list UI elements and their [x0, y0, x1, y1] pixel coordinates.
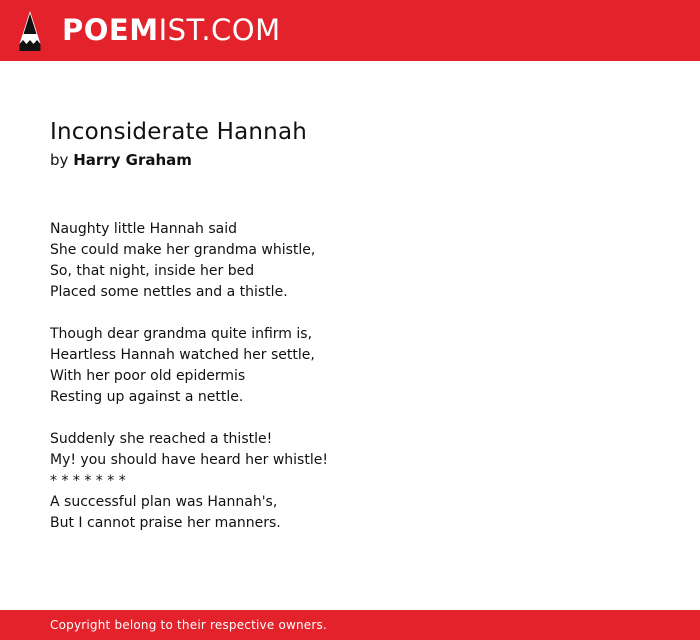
poem-line: Though dear grandma quite infirm is, — [50, 326, 313, 342]
poem-line: A successful plan was Hannah's, — [50, 494, 278, 510]
poem-stanza-3 — [50, 429, 650, 534]
copyright-notice: Copyright belong to their respective owners. — [50, 618, 327, 632]
poem-line: With her poor old epidermis — [50, 368, 246, 384]
site-logo-wordmark — [62, 13, 281, 47]
poem-title: Inconsiderate Hannah — [50, 119, 308, 145]
poem-line: Heartless Hannah watched her settle, — [50, 347, 315, 363]
poem-line: Resting up against a nettle. — [50, 389, 244, 405]
poem-stanza-2 — [50, 324, 650, 408]
byline-prefix: by — [50, 151, 69, 169]
poem-stanza-1 — [50, 219, 650, 303]
poem-line: So, that night, inside her bed — [50, 263, 255, 279]
logo-text-bold: POEM — [62, 13, 159, 47]
poem-line: Placed some nettles and a thistle. — [50, 284, 288, 300]
author-link[interactable]: Harry Graham — [73, 151, 192, 169]
poem-line: Suddenly she reached a thistle! — [50, 431, 273, 447]
poem-line: Naughty little Hannah said — [50, 221, 238, 237]
poem-line: But I cannot praise her manners. — [50, 515, 281, 531]
poem-line: She could make her grandma whistle, — [50, 242, 316, 258]
poem-byline — [50, 147, 650, 173]
poem-content — [50, 118, 650, 534]
poem-body — [50, 219, 650, 534]
site-logo-link[interactable] — [18, 10, 281, 52]
poem-line: * * * * * * * — [50, 473, 126, 489]
poem-line: My! you should have heard her whistle! — [50, 452, 328, 468]
logo-text-light: IST.COM — [158, 13, 281, 47]
site-footer — [0, 610, 700, 640]
site-header — [0, 0, 700, 61]
pencil-tip-icon — [18, 10, 42, 52]
